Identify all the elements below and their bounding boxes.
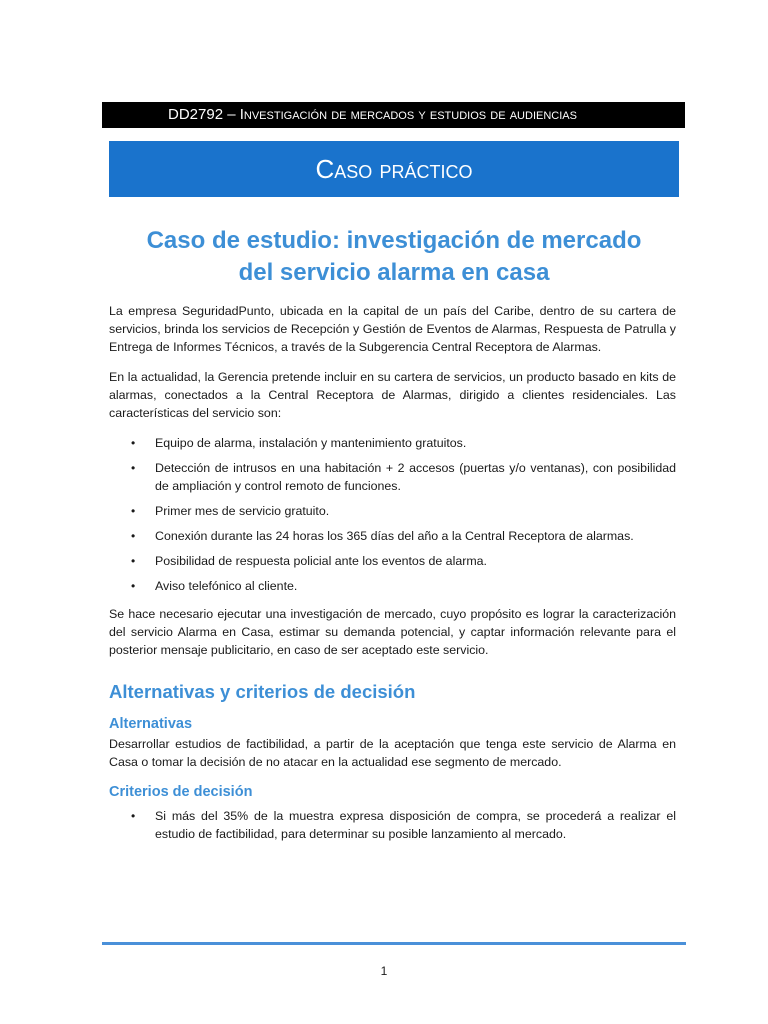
course-title: Investigación de mercados y estudios de audiencias — [239, 106, 577, 123]
caso-practico-banner — [109, 141, 679, 197]
criterios-heading: Criterios de decisión — [109, 784, 253, 800]
page-number: 1 — [380, 964, 388, 978]
bullet-icon: • — [131, 529, 136, 543]
feature-text: Conexión durante las 24 horas los 365 días del año a la Central Receptora de alarmas. — [155, 529, 634, 543]
bullet-icon: • — [131, 579, 136, 593]
features-list — [109, 434, 676, 595]
bullet-icon: • — [131, 436, 136, 450]
banner-label: Caso práctico — [315, 154, 473, 184]
feature-text: Posibilidad de respuesta policial ante los eventos de alarma. — [155, 554, 487, 568]
criterios-list — [109, 807, 676, 843]
alternativas-heading: Alternativas — [109, 716, 193, 732]
feature-text: Detección de intrusos en una habitación + 2 accesos (puertas y/o ventanas), con posibilidad de ampliación y control remoto de funciones. — [155, 461, 676, 493]
list-item — [109, 552, 676, 570]
course-code: DD2792 — [168, 106, 224, 123]
title-line-1: Caso de estudio: investigación de mercado — [146, 227, 642, 254]
bullet-icon: • — [131, 554, 136, 568]
criterio-text: Si más del 35% de la muestra expresa disposición de compra, se procederá a realizar el estudio de factibilidad, para determinar su posible lanzamiento al mercado. — [155, 809, 676, 841]
section-heading: Alternativas y criterios de decisión — [109, 681, 416, 702]
purpose-paragraph: Se hace necesario ejecutar una investigación de mercado, cuyo propósito es lograr la caracterización del servicio Alarma en Casa, estimar su demanda potencial, y captar información relevante para el posterior mensaje publicitario, en caso de ser aceptado este servicio. — [109, 607, 676, 657]
bullet-icon: • — [131, 461, 136, 475]
list-item — [109, 502, 676, 520]
context-paragraph: En la actualidad, la Gerencia pretende incluir en su cartera de servicios, un producto basado en kits de alarmas, conectados a la Central Receptora de Alarmas, dirigido a clientes residenciales. Las características del servicio son: — [109, 370, 676, 420]
document-body — [109, 302, 676, 853]
list-item — [109, 527, 676, 545]
alternativas-text: Desarrollar estudios de factibilidad, a partir de la aceptación que tenga este servicio de Alarma en Casa o tomar la decisión de no atacar en la actualidad ese segmento de mercado. — [109, 737, 676, 769]
bullet-icon: • — [131, 809, 136, 823]
intro-paragraph: La empresa SeguridadPunto, ubicada en la capital de un país del Caribe, dentro de su cartera de servicios, brinda los servicios de Recepción y Gestión de Eventos de Alarmas, Respuesta de Patrulla y Entrega de Informes Técnicos, a través de la Subgerencia Central Receptora de Alarmas. — [109, 304, 676, 354]
list-item — [109, 807, 676, 843]
footer-divider — [102, 942, 686, 945]
feature-text: Equipo de alarma, instalación y mantenimiento gratuitos. — [155, 436, 467, 450]
feature-text: Aviso telefónico al cliente. — [155, 579, 298, 593]
course-header-bar — [102, 102, 685, 128]
feature-text: Primer mes de servicio gratuito. — [155, 504, 330, 518]
bullet-icon: • — [131, 504, 136, 518]
list-item — [109, 577, 676, 595]
course-separator: – — [223, 106, 240, 123]
list-item — [109, 434, 676, 452]
page-title — [109, 225, 679, 289]
title-line-2: del servicio alarma en casa — [238, 259, 550, 286]
list-item — [109, 459, 676, 495]
